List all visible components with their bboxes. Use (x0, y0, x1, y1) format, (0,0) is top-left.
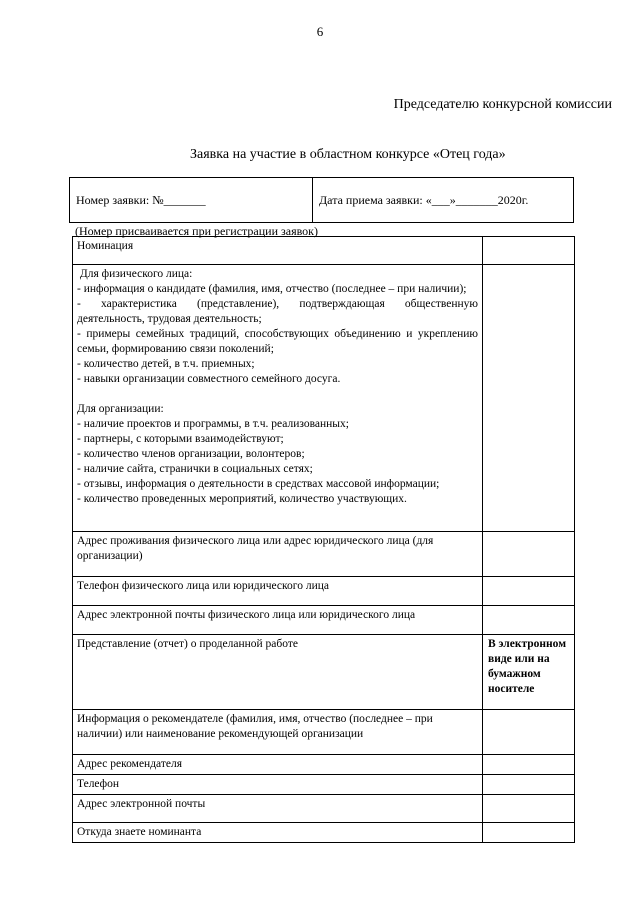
recommender-address-label: Адрес рекомендателя (73, 755, 483, 775)
list-item: - информация о кандидате (фамилия, имя, отчество (последнее – при наличии); (77, 283, 467, 295)
recommender-info-label: Информация о рекомендателе (фамилия, имя, отчество (последнее – при наличии) или наименование рекомендующей организации (73, 710, 483, 755)
phone-value-cell[interactable] (483, 577, 575, 606)
nomination-label: Номинация (73, 237, 483, 265)
table-row (73, 265, 575, 532)
nomination-value-cell[interactable] (483, 237, 575, 265)
table-row (73, 606, 575, 635)
recommender-phone-value-cell[interactable] (483, 775, 575, 795)
organization-heading: Для организации: (77, 403, 164, 415)
addressee: Председателю конкурсной комиссии (393, 97, 612, 112)
list-item: - отзывы, информация о деятельности в средствах массовой информации; (77, 478, 440, 490)
list-item: - примеры семейных традиций, способствующих объединению и укреплению семьи, формированию связи поколений; (77, 328, 478, 355)
email-label: Адрес электронной почты физического лица или юридического лица (73, 606, 483, 635)
report-format-note: В электронном виде или на бумажном носителе (483, 635, 575, 710)
source-value-cell[interactable] (483, 823, 575, 843)
recommender-phone-label: Телефон (73, 775, 483, 795)
document-title: Заявка на участие в областном конкурсе «Отец года» (190, 147, 506, 162)
address-label: Адрес проживания физического лица или адрес юридического лица (для организации) (73, 532, 483, 577)
list-item: - характеристика (представление), подтверждающая общественную деятельность, трудовая деятельность; (77, 298, 478, 325)
recommender-email-label: Адрес электронной почты (73, 795, 483, 823)
registration-note: (Номер присваивается при регистрации заявок) (75, 224, 318, 238)
email-value-cell[interactable] (483, 606, 575, 635)
list-item: - количество проведенных мероприятий, количество участвующих. (77, 493, 407, 505)
phone-label: Телефон физического лица или юридического лица (73, 577, 483, 606)
recommender-email-value-cell[interactable] (483, 795, 575, 823)
table-row (73, 755, 575, 775)
table-row (73, 795, 575, 823)
list-item: - количество детей, в т.ч. приемных; (77, 358, 255, 370)
list-item: - партнеры, с которыми взаимодействуют; (77, 433, 284, 445)
recommender-address-value-cell[interactable] (483, 755, 575, 775)
report-label: Представление (отчет) о проделанной работе (73, 635, 483, 710)
table-row (73, 237, 575, 265)
spacer (77, 387, 478, 402)
list-item: - количество членов организации, волонтеров; (77, 448, 305, 460)
application-form-table (72, 236, 575, 843)
address-value-cell[interactable] (483, 532, 575, 577)
application-number-cell[interactable]: Номер заявки: №_______ (70, 178, 313, 223)
table-row (73, 577, 575, 606)
page-number: 6 (316, 24, 324, 39)
list-item: - наличие проектов и программы, в т.ч. реализованных; (77, 418, 349, 430)
requirements-cell (73, 265, 483, 532)
list-item: - наличие сайта, странички в социальных сетях; (77, 463, 313, 475)
table-row (73, 635, 575, 710)
table-row (73, 775, 575, 795)
table-row (73, 532, 575, 577)
application-header-table (69, 177, 574, 223)
table-row (73, 710, 575, 755)
table-row (73, 823, 575, 843)
individual-heading: Для физического лица: (77, 268, 193, 280)
requirements-value-cell[interactable] (483, 265, 575, 532)
list-item: - навыки организации совместного семейного досуга. (77, 373, 341, 385)
recommender-info-value-cell[interactable] (483, 710, 575, 755)
reception-date-cell[interactable]: Дата приема заявки: «___»_______2020г. (313, 178, 574, 223)
source-label: Откуда знаете номинанта (73, 823, 483, 843)
